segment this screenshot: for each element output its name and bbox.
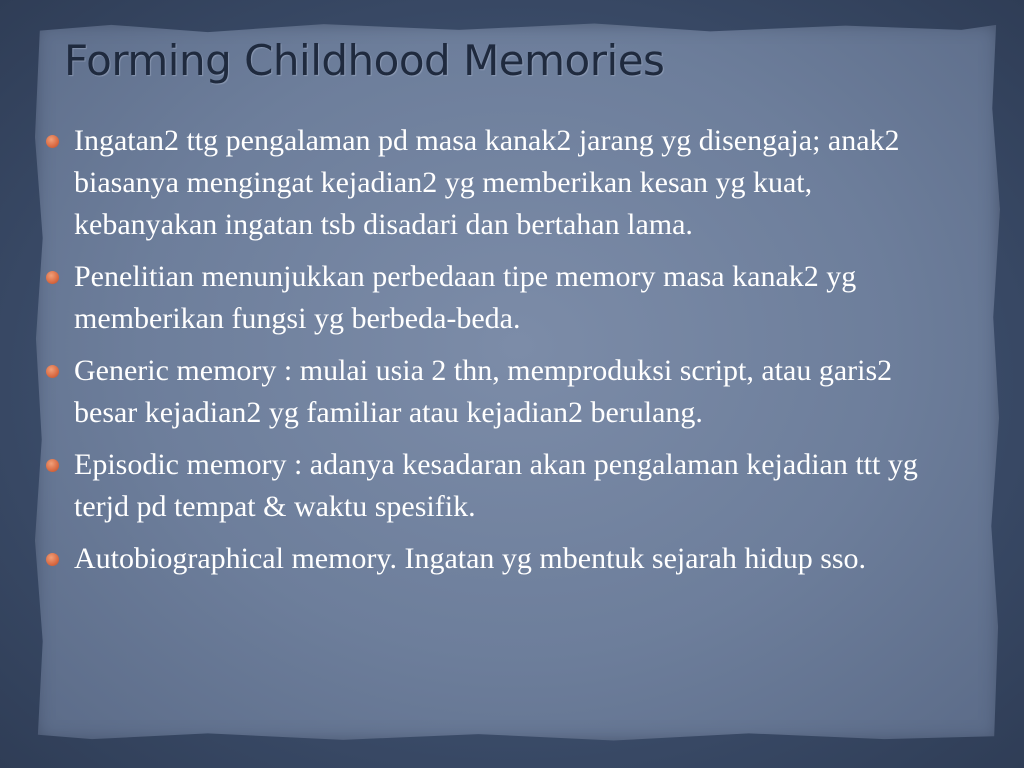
bullet-dot-icon (46, 271, 59, 284)
bullet-item (46, 538, 956, 580)
bullet-dot-icon (46, 365, 59, 378)
slide-title: Forming Childhood Memories (64, 36, 665, 85)
bullet-item (46, 444, 956, 528)
bullet-item (46, 120, 956, 246)
bullet-text: Ingatan2 ttg pengalaman pd masa kanak2 jarang yg disengaja; anak2 biasanya mengingat kejadian2 yg memberikan kesan yg kuat, kebanyakan ingatan tsb disadari dan bertahan lama. (74, 124, 900, 241)
bullet-item (46, 256, 956, 340)
bullet-text: Penelitian menunjukkan perbedaan tipe memory masa kanak2 yg memberikan fungsi yg berbeda-beda. (74, 260, 857, 335)
bullet-list (46, 120, 956, 590)
bullet-dot-icon (46, 553, 59, 566)
bullet-text: Autobiographical memory. Ingatan yg mbentuk sejarah hidup sso. (74, 542, 867, 575)
bullet-text: Generic memory : mulai usia 2 thn, memproduksi script, atau garis2 besar kejadian2 yg familiar atau kejadian2 berulang. (74, 354, 893, 429)
bullet-text: Episodic memory : adanya kesadaran akan pengalaman kejadian ttt yg terjd pd tempat & waktu spesifik. (74, 448, 918, 523)
bullet-dot-icon (46, 459, 59, 472)
bullet-dot-icon (46, 135, 59, 148)
bullet-item (46, 350, 956, 434)
